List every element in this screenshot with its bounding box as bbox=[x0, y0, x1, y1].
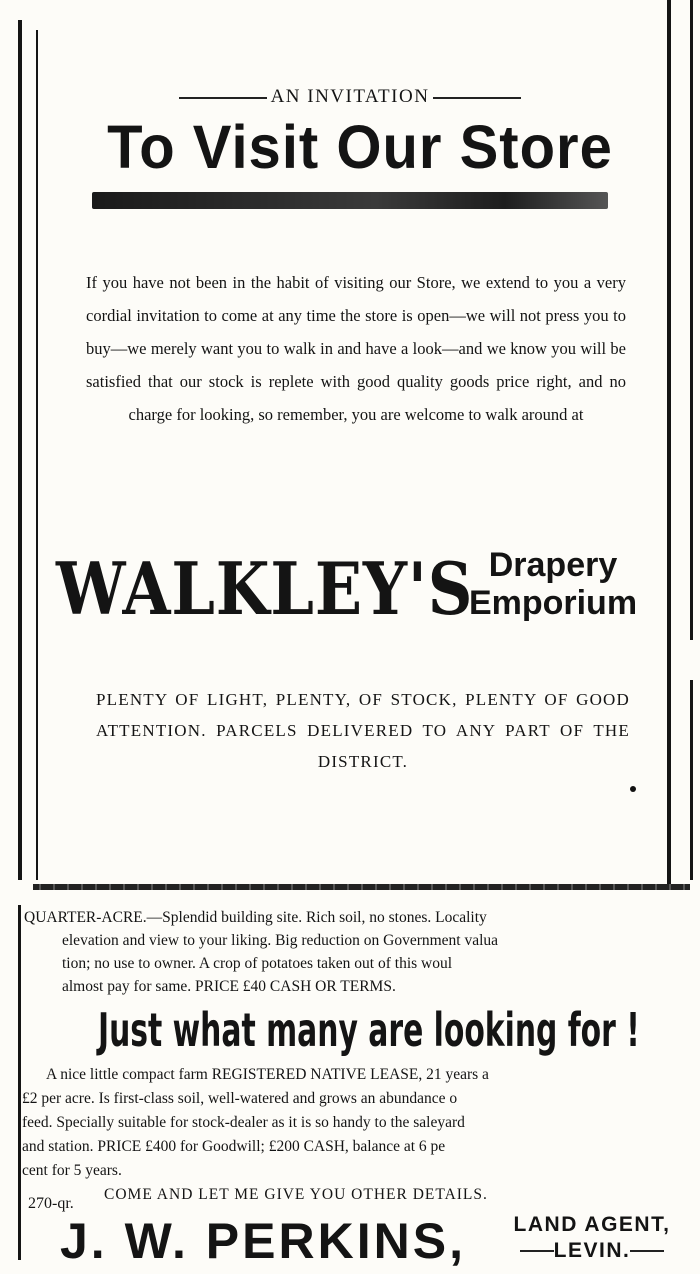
dash-rule bbox=[179, 97, 267, 99]
listing-line: feed. Specially suitable for stock-dealer as it is so handy to the saleyard bbox=[22, 1114, 465, 1131]
looking-headline: Just what many are looking for ! bbox=[97, 1003, 640, 1057]
contact-line: COME AND LET ME GIVE YOU OTHER DETAILS. bbox=[104, 1186, 488, 1203]
agent-title: LAND AGENT, bbox=[513, 1213, 671, 1236]
farm-listing bbox=[22, 1063, 700, 1207]
headline: To Visit Our Store bbox=[107, 113, 613, 182]
kicker-text: AN INVITATION bbox=[270, 86, 430, 107]
ink-dot bbox=[630, 786, 636, 792]
border-rule bbox=[36, 30, 38, 880]
agent-town: LEVIN. bbox=[553, 1239, 631, 1262]
advert-divider-bar bbox=[33, 884, 690, 890]
listing-line: elevation and view to your liking. Big reduction on Government valua bbox=[62, 932, 499, 949]
agent-title-block bbox=[492, 1212, 692, 1264]
column-rule bbox=[18, 20, 22, 880]
listing-line: and station. PRICE £400 for Goodwill; £200 CASH, balance at 6 pe bbox=[22, 1138, 446, 1155]
border-rule bbox=[667, 0, 671, 885]
listing-line: QUARTER-ACRE.—Splendid building site. Rich soil, no stones. Locality bbox=[24, 909, 487, 926]
listing-line: A nice little compact farm REGISTERED NATIVE LEASE, 21 years a bbox=[46, 1066, 489, 1083]
store-name: WALKLEY'S bbox=[56, 546, 474, 631]
dash-rule bbox=[630, 1250, 664, 1252]
listing-line: cent for 5 years. bbox=[22, 1162, 122, 1179]
headline-underline-bar bbox=[92, 192, 608, 209]
store-type bbox=[448, 546, 658, 622]
listing-line: almost pay for same. PRICE £40 CASH OR TERMS. bbox=[62, 978, 396, 995]
dash-rule bbox=[433, 97, 521, 99]
column-rule bbox=[690, 680, 693, 880]
column-rule bbox=[18, 905, 21, 1260]
agent-name: J. W. PERKINS, bbox=[60, 1213, 466, 1269]
invitation-body: If you have not been in the habit of visiting our Store, we extend to you a very cordial invitation to come at any time the store is open—we will not press you to buy—we merely want you to walk in and have a look—and we know you will be satisfied that our stock is replete with good quality goods price right, and no charge for looking, so remember, you are welcome to walk around at bbox=[86, 273, 626, 424]
listing-line: tion; no use to owner. A crop of potatoes taken out of this woul bbox=[62, 955, 453, 972]
dash-rule bbox=[520, 1250, 554, 1252]
ref-code: 270-qr. bbox=[28, 1195, 74, 1212]
store-type-line-1: Drapery bbox=[488, 546, 618, 584]
tagline: PLENTY OF LIGHT, PLENTY, OF STOCK, PLENTY OF GOOD ATTENTION. PARCELS DELIVERED TO ANY PART OF THE DISTRICT. bbox=[96, 690, 630, 771]
kicker bbox=[0, 86, 700, 108]
listing-line: £2 per acre. Is first-class soil, well-watered and grows an abundance o bbox=[22, 1090, 458, 1107]
agent-town-line bbox=[492, 1238, 692, 1264]
store-type-line-2: Emporium bbox=[468, 584, 638, 622]
quarter-acre-listing bbox=[24, 906, 700, 998]
